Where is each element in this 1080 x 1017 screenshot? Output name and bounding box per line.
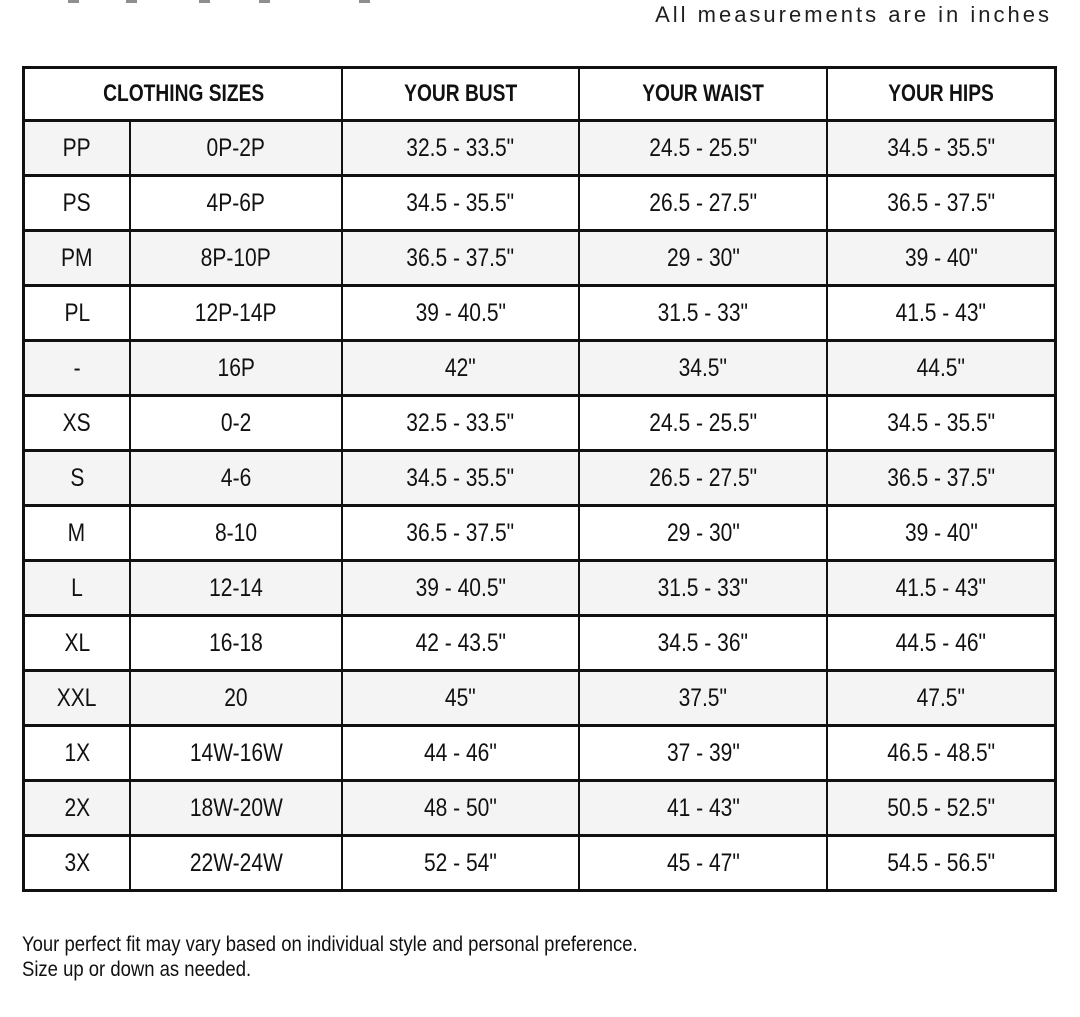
bust-value: 34.5 - 35.5" bbox=[406, 463, 515, 492]
size-code-value: XL bbox=[64, 628, 90, 657]
size-code-value: PP bbox=[62, 133, 91, 162]
size-range-value: 22W-24W bbox=[189, 848, 283, 877]
cell-hips bbox=[827, 396, 1055, 451]
size-code-value: M bbox=[68, 518, 86, 547]
table-row bbox=[24, 671, 1056, 726]
hips-value: 50.5 - 52.5" bbox=[887, 793, 996, 822]
size-code-value: PS bbox=[62, 188, 91, 217]
size-code-value: 3X bbox=[64, 848, 90, 877]
cell-bust bbox=[342, 616, 578, 671]
cell-size-range bbox=[130, 726, 343, 781]
cell-bust bbox=[342, 726, 578, 781]
size-code-value: PM bbox=[61, 243, 93, 272]
size-code-value: 1X bbox=[64, 738, 90, 767]
waist-value: 34.5 - 36" bbox=[657, 628, 749, 657]
cell-size-code bbox=[24, 616, 130, 671]
cropped-text-mark bbox=[359, 0, 370, 3]
hips-value: 41.5 - 43" bbox=[896, 298, 987, 327]
table-row bbox=[24, 286, 1056, 341]
cell-size-range bbox=[130, 121, 343, 176]
cell-size-code bbox=[24, 121, 130, 176]
cell-bust bbox=[342, 561, 578, 616]
bust-value: 32.5 - 33.5" bbox=[406, 408, 515, 437]
cropped-text-mark bbox=[259, 0, 270, 3]
cell-bust bbox=[342, 781, 578, 836]
waist-value: 31.5 - 33" bbox=[657, 573, 749, 602]
cell-hips bbox=[827, 836, 1055, 891]
measurement-unit-note: All measurements are in inches bbox=[655, 2, 1052, 27]
cell-size-code bbox=[24, 176, 130, 231]
size-range-value: 16P bbox=[217, 353, 255, 382]
waist-value: 26.5 - 27.5" bbox=[649, 463, 757, 492]
cell-waist bbox=[579, 286, 828, 341]
cell-hips bbox=[827, 781, 1055, 836]
bust-value: 44 - 46" bbox=[424, 738, 497, 767]
cell-waist bbox=[579, 561, 828, 616]
waist-value: 31.5 - 33" bbox=[657, 298, 749, 327]
cell-hips bbox=[827, 616, 1055, 671]
cell-hips bbox=[827, 341, 1055, 396]
table-row bbox=[24, 121, 1056, 176]
cell-hips bbox=[827, 231, 1055, 286]
cell-waist bbox=[579, 836, 828, 891]
waist-value: 24.5 - 25.5" bbox=[649, 408, 757, 437]
cell-size-range bbox=[130, 231, 343, 286]
cell-waist bbox=[579, 671, 828, 726]
table-row bbox=[24, 561, 1056, 616]
size-range-value: 14W-16W bbox=[189, 738, 283, 767]
cell-size-range bbox=[130, 561, 343, 616]
bust-value: 32.5 - 33.5" bbox=[406, 133, 515, 162]
cell-waist bbox=[579, 451, 828, 506]
cell-bust bbox=[342, 121, 578, 176]
cell-size-code bbox=[24, 836, 130, 891]
table-row bbox=[24, 176, 1056, 231]
cell-size-code bbox=[24, 726, 130, 781]
bust-value: 39 - 40.5" bbox=[415, 298, 506, 327]
cell-size-range bbox=[130, 451, 343, 506]
size-table-body bbox=[24, 121, 1056, 891]
header-your-bust bbox=[342, 68, 578, 121]
waist-value: 29 - 30" bbox=[666, 518, 740, 547]
header-your-hips-label: YOUR HIPS bbox=[888, 80, 994, 107]
cell-bust bbox=[342, 506, 578, 561]
cell-hips bbox=[827, 176, 1055, 231]
table-row bbox=[24, 781, 1056, 836]
cell-hips bbox=[827, 506, 1055, 561]
table-row bbox=[24, 396, 1056, 451]
bust-value: 39 - 40.5" bbox=[415, 573, 506, 602]
size-code-value: S bbox=[69, 463, 84, 492]
waist-value: 29 - 30" bbox=[666, 243, 740, 272]
table-header bbox=[24, 68, 1056, 121]
hips-value: 36.5 - 37.5" bbox=[887, 188, 996, 217]
waist-value: 37.5" bbox=[678, 683, 728, 712]
cell-size-code bbox=[24, 506, 130, 561]
size-code-value: XXL bbox=[57, 683, 97, 712]
table-row bbox=[24, 726, 1056, 781]
cell-size-range bbox=[130, 341, 343, 396]
size-code-value: 2X bbox=[64, 793, 90, 822]
cell-size-code bbox=[24, 341, 130, 396]
cell-waist bbox=[579, 396, 828, 451]
fit-disclaimer bbox=[22, 932, 722, 982]
cell-waist bbox=[579, 341, 828, 396]
cell-size-range bbox=[130, 671, 343, 726]
cell-bust bbox=[342, 451, 578, 506]
header-clothing-sizes bbox=[24, 68, 343, 121]
table-row bbox=[24, 616, 1056, 671]
hips-value: 44.5 - 46" bbox=[896, 628, 987, 657]
cell-size-code bbox=[24, 561, 130, 616]
cropped-text-mark bbox=[126, 0, 137, 3]
hips-value: 34.5 - 35.5" bbox=[887, 133, 996, 162]
cell-waist bbox=[579, 231, 828, 286]
fit-disclaimer-line2: Size up or down as needed. bbox=[22, 958, 252, 981]
waist-value: 45 - 47" bbox=[666, 848, 740, 877]
waist-value: 26.5 - 27.5" bbox=[649, 188, 757, 217]
size-range-value: 0-2 bbox=[220, 408, 252, 437]
bust-value: 36.5 - 37.5" bbox=[406, 518, 515, 547]
waist-value: 41 - 43" bbox=[666, 793, 740, 822]
cell-hips bbox=[827, 671, 1055, 726]
fit-disclaimer-line1: Your perfect fit may vary based on individual style and personal preference. bbox=[22, 933, 638, 956]
hips-value: 41.5 - 43" bbox=[896, 573, 987, 602]
header-your-bust-label: YOUR BUST bbox=[403, 80, 518, 107]
hips-value: 39 - 40" bbox=[904, 518, 978, 547]
size-code-value: - bbox=[73, 353, 81, 382]
cell-bust bbox=[342, 231, 578, 286]
cell-waist bbox=[579, 781, 828, 836]
cell-bust bbox=[342, 671, 578, 726]
cell-bust bbox=[342, 286, 578, 341]
header-your-waist bbox=[579, 68, 828, 121]
waist-value: 34.5" bbox=[678, 353, 728, 382]
size-range-value: 12-14 bbox=[209, 573, 263, 602]
cell-size-range bbox=[130, 616, 343, 671]
table-row bbox=[24, 231, 1056, 286]
size-range-value: 4-6 bbox=[220, 463, 252, 492]
size-chart-table bbox=[22, 66, 1057, 892]
table-row bbox=[24, 341, 1056, 396]
size-code-value: L bbox=[71, 573, 83, 602]
bust-value: 45" bbox=[445, 683, 476, 712]
cell-size-code bbox=[24, 396, 130, 451]
size-code-value: XS bbox=[62, 408, 91, 437]
size-range-value: 18W-20W bbox=[189, 793, 283, 822]
cell-size-range bbox=[130, 286, 343, 341]
cell-bust bbox=[342, 176, 578, 231]
cell-bust bbox=[342, 396, 578, 451]
header-row bbox=[24, 68, 1056, 121]
size-range-value: 20 bbox=[224, 683, 248, 712]
bust-value: 52 - 54" bbox=[424, 848, 497, 877]
bust-value: 42" bbox=[445, 353, 476, 382]
header-your-hips bbox=[827, 68, 1055, 121]
cell-hips bbox=[827, 451, 1055, 506]
size-range-value: 12P-14P bbox=[195, 298, 277, 327]
cell-bust bbox=[342, 341, 578, 396]
waist-value: 37 - 39" bbox=[666, 738, 740, 767]
bust-value: 34.5 - 35.5" bbox=[406, 188, 515, 217]
bust-value: 42 - 43.5" bbox=[415, 628, 506, 657]
cell-size-range bbox=[130, 836, 343, 891]
size-range-value: 16-18 bbox=[209, 628, 263, 657]
size-code-value: PL bbox=[64, 298, 90, 327]
bust-value: 48 - 50" bbox=[424, 793, 497, 822]
cell-size-code bbox=[24, 451, 130, 506]
size-range-value: 4P-6P bbox=[206, 188, 266, 217]
header-your-waist-label: YOUR WAIST bbox=[642, 80, 764, 107]
cell-waist bbox=[579, 726, 828, 781]
cropped-text-mark bbox=[68, 0, 79, 3]
cell-hips bbox=[827, 121, 1055, 176]
cell-size-code bbox=[24, 781, 130, 836]
cell-hips bbox=[827, 726, 1055, 781]
cell-waist bbox=[579, 506, 828, 561]
cell-size-range bbox=[130, 176, 343, 231]
cell-waist bbox=[579, 176, 828, 231]
table-row bbox=[24, 836, 1056, 891]
cell-size-code bbox=[24, 286, 130, 341]
cell-hips bbox=[827, 286, 1055, 341]
cell-waist bbox=[579, 121, 828, 176]
cell-hips bbox=[827, 561, 1055, 616]
cell-size-code bbox=[24, 231, 130, 286]
table-row bbox=[24, 506, 1056, 561]
hips-value: 36.5 - 37.5" bbox=[887, 463, 996, 492]
waist-value: 24.5 - 25.5" bbox=[649, 133, 757, 162]
cell-size-code bbox=[24, 671, 130, 726]
header-clothing-sizes-label: CLOTHING SIZES bbox=[102, 80, 264, 107]
hips-value: 47.5" bbox=[917, 683, 966, 712]
table-row bbox=[24, 451, 1056, 506]
cell-size-range bbox=[130, 506, 343, 561]
size-range-value: 8-10 bbox=[215, 518, 258, 547]
cell-size-range bbox=[130, 396, 343, 451]
hips-value: 39 - 40" bbox=[904, 243, 978, 272]
hips-value: 46.5 - 48.5" bbox=[887, 738, 996, 767]
cell-bust bbox=[342, 836, 578, 891]
size-range-value: 0P-2P bbox=[206, 133, 266, 162]
hips-value: 44.5" bbox=[917, 353, 966, 382]
cell-size-range bbox=[130, 781, 343, 836]
size-range-value: 8P-10P bbox=[201, 243, 272, 272]
cell-waist bbox=[579, 616, 828, 671]
hips-value: 54.5 - 56.5" bbox=[887, 848, 996, 877]
hips-value: 34.5 - 35.5" bbox=[887, 408, 996, 437]
cropped-text-mark bbox=[199, 0, 210, 3]
bust-value: 36.5 - 37.5" bbox=[406, 243, 515, 272]
